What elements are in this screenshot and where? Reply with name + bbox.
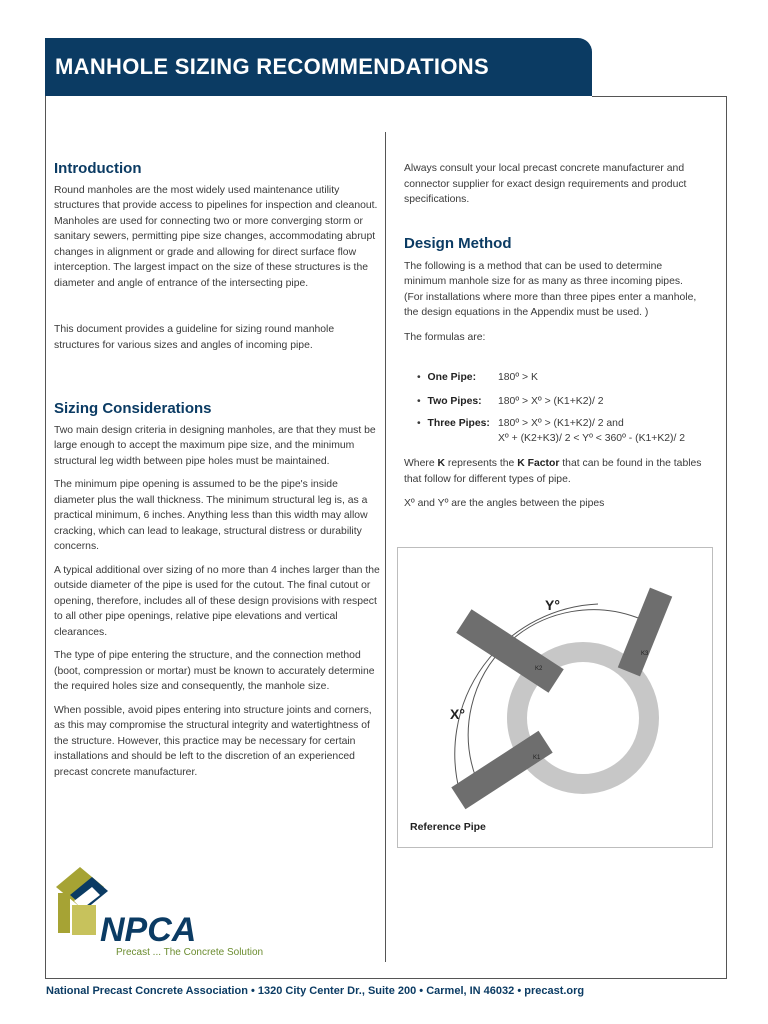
manhole-diagram-svg — [398, 548, 712, 847]
one-pipe-label: One Pipe: — [427, 372, 477, 383]
footer-address: National Precast Concrete Association • 1320 City Center Dr., Suite 200 • Carmel, IN 46032 • precast.org — [46, 985, 585, 997]
intro-heading: Introduction — [54, 160, 142, 177]
formula-one-pipe — [417, 372, 538, 383]
bullet: • — [417, 418, 421, 429]
where-text-3: that can be found in the tables that follow for different types of pipe. — [404, 458, 702, 485]
one-pipe-formula: 180º > K — [498, 372, 538, 383]
pipe-k3 — [618, 588, 672, 677]
where-k-factor: K Factor — [517, 458, 560, 469]
design-method-paragraph: The following is a method that can be used to determine minimum manhole size for as many as three incoming pipes. (For installations where more than three pipes enter a manhole, the design equations in the Appendix must be used. ) — [404, 260, 697, 318]
sizing-heading: Sizing Considerations — [54, 400, 212, 417]
column-divider — [385, 132, 386, 962]
angles-paragraph: Xº and Yº are the angles between the pipes — [404, 498, 605, 509]
sizing-paragraph-3: A typical additional over sizing of no more than 4 inches larger than the outside diameter of the pipe is used for the cutout. The final cutout or opening, therefore, includes all of these design provisions with respect to all other pipe openings, relative pipe elevations and vertical clearances. — [54, 564, 380, 638]
bullet: • — [417, 372, 421, 383]
sizing-paragraph-4: The type of pipe entering the structure, and the connection method (boot, compression or mortar) must be known to accurately determine the required holes size and consequently, the manhole size. — [54, 650, 375, 692]
consult-paragraph: Always consult your local precast concrete manufacturer and connector supplier for exact design requirements and product specifications. — [404, 163, 687, 205]
diagram-caption: Reference Pipe — [410, 821, 486, 833]
formulas-intro: The formulas are: — [404, 331, 486, 343]
where-k: K — [437, 458, 446, 469]
formula-two-pipes — [417, 396, 604, 407]
k2-label: K2 — [535, 666, 543, 672]
manhole-diagram — [397, 547, 713, 848]
sizing-section — [54, 401, 380, 780]
x-angle-label: X° — [450, 706, 465, 722]
y-angle-label: Y° — [545, 597, 560, 613]
logo-name: NPCA — [100, 911, 197, 949]
two-pipes-formula: 180º > Xº > (K1+K2)/ 2 — [498, 396, 604, 407]
formula-three-pipes — [417, 418, 686, 444]
where-text-2: represents the — [447, 458, 515, 469]
npca-logo — [52, 865, 282, 965]
consult-section — [404, 161, 704, 208]
k-factor-note — [404, 456, 704, 512]
sizing-paragraph-1: Two main design criteria in designing manholes, are that they must be large enough to accept the maximum pipe size, and the minimum structural leg width between pipe holes must be maintained. — [54, 424, 376, 467]
intro-paragraph-2: This document provides a guideline for sizing round manhole structures for various sizes and angles of incoming pipe. — [54, 324, 335, 351]
logo-tagline: Precast ... The Concrete Solution — [116, 947, 264, 958]
bullet: • — [417, 396, 421, 407]
three-pipes-formula-2: Xº + (K2+K3)/ 2 < Yº < 360º - (K1+K2)/ 2 — [498, 433, 686, 444]
two-pipes-label: Two Pipes: — [427, 396, 482, 407]
npca-logo-mark — [52, 865, 282, 965]
intro-section — [54, 161, 380, 353]
k-factor-paragraph — [404, 456, 704, 487]
three-pipes-label: Three Pipes: — [427, 418, 490, 429]
design-method-heading: Design Method — [404, 235, 512, 252]
sizing-paragraph-5: When possible, avoid pipes entering into structure joints and corners, as this may compromise the structural integrity and watertightness of the structure. However, this practice may be necessary for certain installations and should be left to the discretion of an experienced precast concrete manufacturer. — [54, 704, 372, 778]
page-title: MANHOLE SIZING RECOMMENDATIONS — [55, 54, 489, 79]
design-method-section — [404, 236, 704, 345]
intro-paragraph-1: Round manholes are the most widely used maintenance utility structures that provide access to pipelines for inspection and cleanout. Manholes are used for connecting two or more converging storm or sanitary sewers, permitting pipe size changes, accommodating abrupt changes in alignment or grade and allowing for direct surface flow interception. The largest impact on the size of these structures is the diameter and angle of entrance of the intersecting pipe. — [54, 184, 378, 289]
k3-label: K3 — [641, 651, 649, 657]
sizing-paragraph-2: The minimum pipe opening is assumed to be the pipe's inside diameter plus the wall thickness. The minimum structural leg is, as a practical minimum, 6 inches. Anything less than this width may allow cracking, which can lead to leakage, structural distress or durability concerns. — [54, 479, 368, 552]
where-text-1: Where — [404, 458, 435, 469]
frame-top-border — [592, 96, 726, 97]
k1-label: K1 — [533, 755, 541, 761]
header-banner — [45, 38, 592, 96]
three-pipes-formula-1: 180º > Xº > (K1+K2)/ 2 and — [498, 418, 624, 429]
